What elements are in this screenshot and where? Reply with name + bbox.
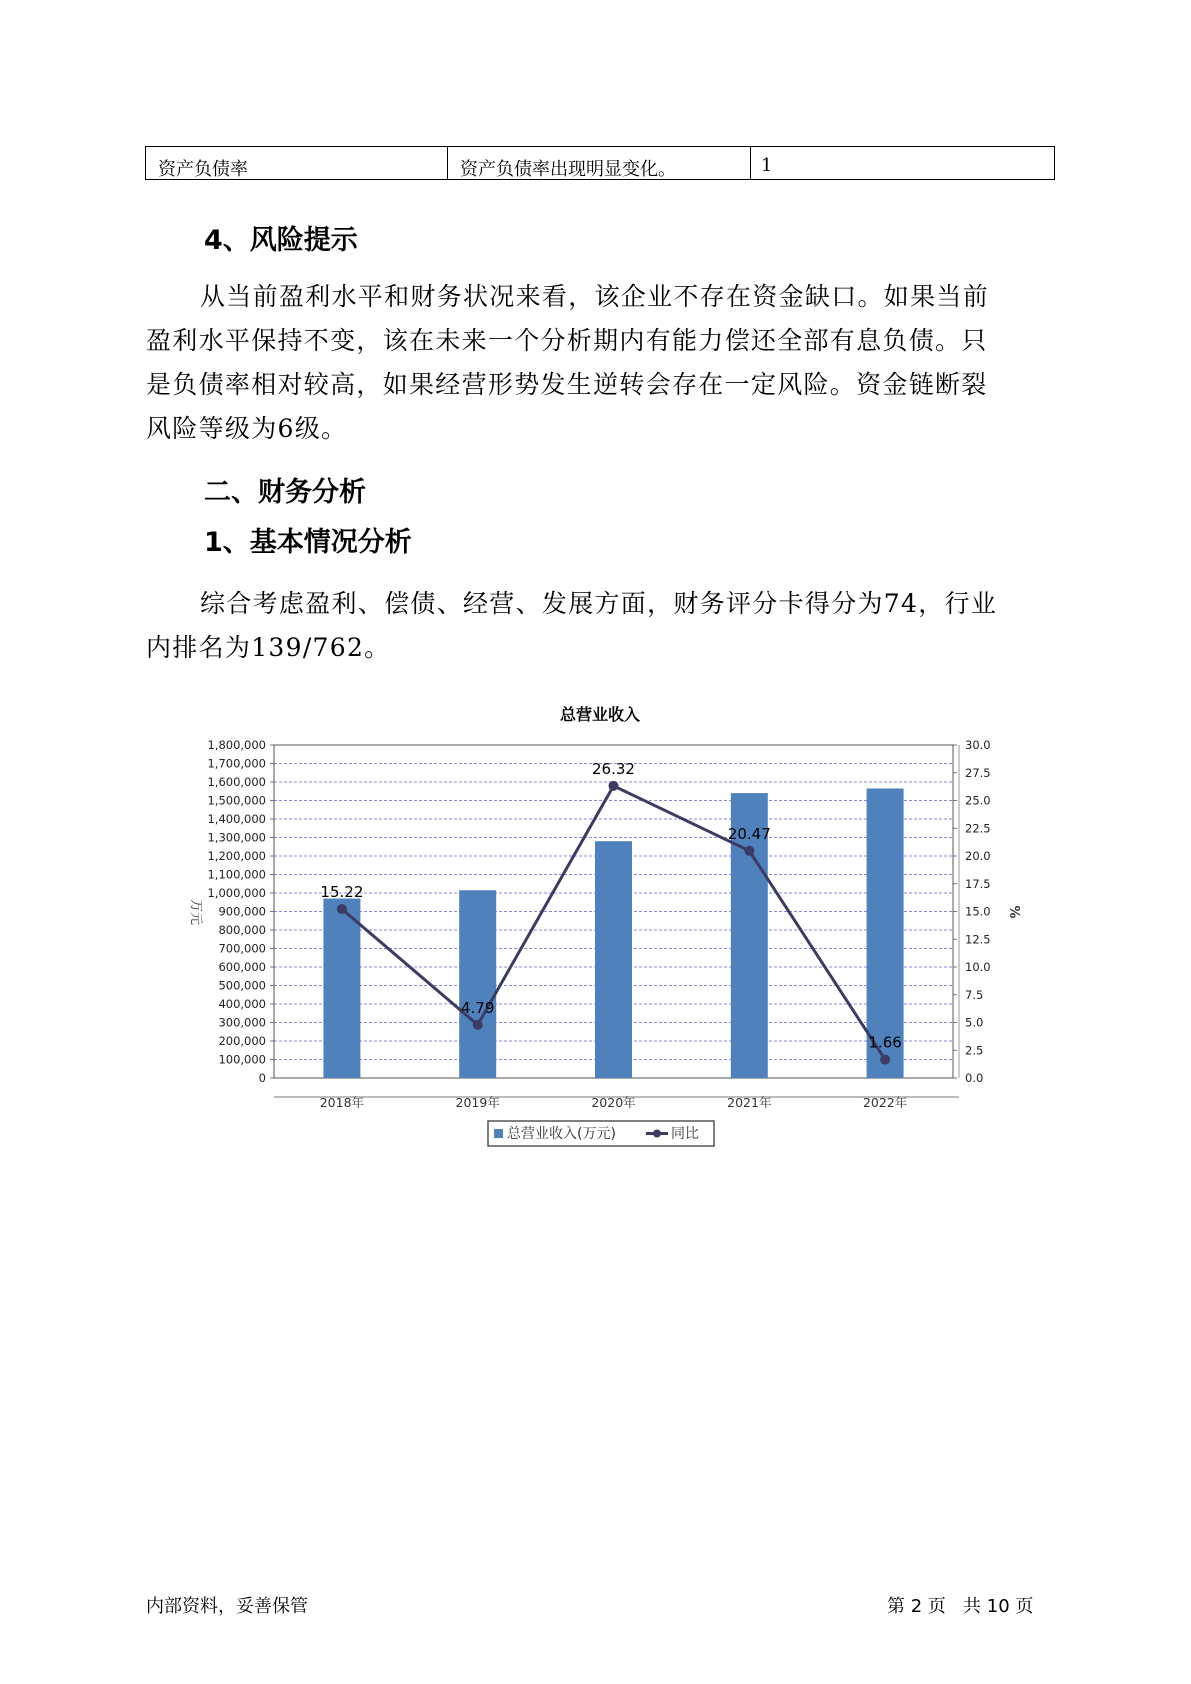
legend-line-marker	[653, 1130, 661, 1138]
yoy-point	[609, 781, 619, 791]
left-axis-tick-label: 600,000	[218, 960, 266, 974]
yoy-data-label: 1.66	[868, 1033, 902, 1052]
yoy-data-label: 15.22	[320, 883, 364, 902]
right-axis-tick-label: 17.5	[965, 876, 991, 891]
left-axis-tick-label: 900,000	[218, 904, 266, 919]
footer-confidential: 内部资料，妥善保管	[146, 1596, 308, 1617]
left-axis-tick-label: 1,100,000	[207, 867, 266, 882]
indicator-value-cell: 1	[761, 155, 773, 176]
indicator-name-cell: 资产负债率	[146, 147, 448, 179]
x-axis-tick-label: 2021年	[727, 1095, 772, 1110]
finance-heading: 二、财务分析	[204, 477, 366, 508]
right-axis-tick-label: 0.0	[965, 1071, 984, 1085]
risk-heading: 4、风险提示	[204, 225, 358, 256]
basic-heading: 1、基本情况分析	[204, 527, 412, 558]
risk-line: 是负债率相对较高，如果经营形势发生逆转会存在一定风险。资金链断裂	[146, 370, 988, 399]
risk-line: 风险等级为6级。	[146, 414, 348, 443]
left-axis-tick-label: 1,600,000	[207, 775, 266, 789]
left-axis-tick-label: 0	[258, 1071, 266, 1085]
risk-line: 从当前盈利水平和财务状况来看，该企业不存在资金缺口。如果当前	[200, 282, 990, 311]
left-axis-tick-label: 1,200,000	[207, 849, 266, 863]
left-axis-tick-label: 1,000,000	[207, 886, 266, 900]
x-axis-tick-label: 2020年	[591, 1095, 636, 1110]
yoy-point	[880, 1055, 890, 1065]
right-axis-tick-label: 27.5	[965, 765, 991, 780]
right-axis-tick-label: 5.0	[965, 1015, 984, 1030]
basic-line: 内排名为139/762。	[146, 633, 391, 662]
footer-page-number: 第 2 页 共 10 页	[887, 1596, 1034, 1617]
yoy-point	[744, 846, 754, 856]
left-axis-tick-label: 200,000	[218, 1034, 266, 1048]
indicator-description-cell: 资产负债率出现明显变化。	[448, 147, 751, 179]
right-axis-tick-label: 22.5	[965, 821, 991, 836]
revenue-bar	[595, 841, 632, 1078]
yoy-point	[337, 904, 347, 914]
left-axis-tick-label: 1,500,000	[207, 793, 266, 808]
right-axis-tick-label: 25.0	[965, 793, 991, 808]
revenue-bar	[323, 899, 360, 1078]
left-axis-tick-label: 100,000	[218, 1052, 266, 1067]
left-axis-tick-label: 300,000	[218, 1015, 266, 1030]
left-axis-title: 万元	[188, 898, 203, 926]
right-axis-tick-label: 15.0	[965, 904, 991, 919]
right-axis-tick-label: 10.0	[965, 960, 991, 974]
left-axis-tick-label: 1,800,000	[207, 738, 266, 752]
yoy-point	[473, 1020, 483, 1030]
right-axis-tick-label: 12.5	[965, 932, 991, 947]
right-axis-title: %	[1006, 905, 1021, 919]
x-axis-tick-label: 2018年	[319, 1095, 365, 1110]
left-axis-tick-label: 400,000	[218, 997, 266, 1011]
left-axis-tick-label: 1,300,000	[207, 830, 266, 845]
legend-line-label: 同比	[671, 1126, 699, 1142]
risk-line: 盈利水平保持不变，该在未来一个分析期内有能力偿还全部有息负债。只	[146, 326, 988, 355]
revenue-bar	[459, 890, 496, 1078]
legend-bar-label: 总营业收入(万元)	[507, 1126, 616, 1142]
right-axis-tick-label: 30.0	[965, 738, 991, 752]
legend-bar-swatch	[494, 1129, 503, 1138]
left-axis-tick-label: 500,000	[218, 978, 266, 993]
left-axis-tick-label: 1,700,000	[207, 756, 266, 771]
right-axis-tick-label: 20.0	[965, 849, 991, 863]
chart-title: 总营业收入	[559, 705, 640, 724]
x-axis-tick-label: 2022年	[862, 1095, 908, 1110]
x-axis-tick-label: 2019年	[455, 1095, 500, 1110]
right-axis-tick-label: 7.5	[965, 987, 984, 1002]
basic-line: 综合考虑盈利、偿债、经营、发展方面，财务评分卡得分为74，行业	[200, 589, 998, 618]
left-axis-tick-label: 800,000	[218, 923, 266, 937]
yoy-data-label: 4.79	[460, 998, 495, 1017]
yoy-data-label: 26.32	[592, 759, 635, 778]
yoy-data-label: 20.47	[727, 824, 771, 843]
left-axis-tick-label: 700,000	[218, 941, 266, 956]
left-axis-tick-label: 1,400,000	[207, 812, 266, 826]
right-axis-tick-label: 2.5	[965, 1043, 984, 1058]
